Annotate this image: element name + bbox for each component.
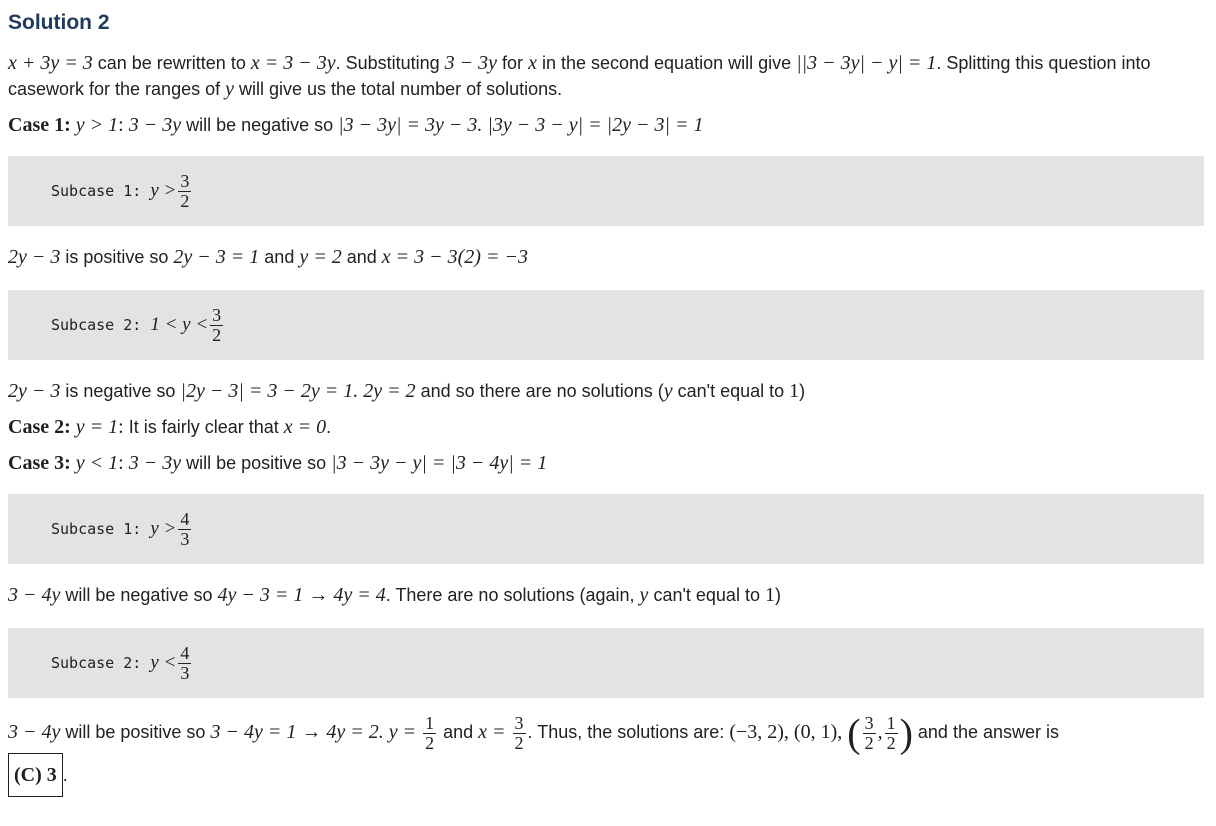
- case-2-line: [8, 414, 1204, 440]
- text: can be rewritten to: [92, 53, 251, 73]
- math: x = 3 − 3y: [250, 52, 336, 74]
- fraction: [885, 714, 898, 753]
- math: |3 − 3y| = 3y − 3. |3y − 3 − y| = |2y − 3| = 1: [338, 114, 704, 136]
- math: :: [118, 416, 124, 438]
- math: 3 − 4y: [8, 584, 61, 606]
- text: will be positive so: [60, 722, 211, 742]
- subcase-label: Subcase 2:: [51, 316, 142, 334]
- math: :: [118, 452, 124, 474]
- subcase-3-result: [8, 582, 1204, 608]
- math: 1: [764, 584, 775, 606]
- subcase-1-result: [8, 244, 1204, 270]
- denominator: 2: [886, 732, 896, 753]
- math: 2y − 3: [8, 380, 61, 402]
- math: :: [118, 114, 124, 136]
- numerator: 3: [212, 304, 222, 325]
- text: in the second equation will give: [536, 53, 797, 73]
- math: x + 3y = 3: [8, 52, 93, 74]
- fraction: [423, 714, 436, 753]
- denominator: 3: [180, 662, 190, 683]
- text: and the answer is: [912, 722, 1059, 742]
- fraction: [863, 714, 876, 753]
- subcase-2-result: [8, 378, 1204, 404]
- text: and: [438, 722, 479, 742]
- text: . There are no solutions (again,: [385, 585, 640, 605]
- text: is negative so: [60, 381, 181, 401]
- math: y: [639, 584, 649, 606]
- denominator: 3: [180, 528, 190, 549]
- denominator: 2: [212, 324, 222, 345]
- case-3-line: [8, 450, 1204, 476]
- math: 3 − 3y: [123, 114, 182, 136]
- text: . Thus, the solutions are:: [527, 722, 730, 742]
- answer-box: (C) 3: [8, 753, 63, 797]
- math: 1 < y <: [150, 314, 209, 335]
- math: 2y − 3: [8, 246, 61, 268]
- math: |3 − 3y − y| = |3 − 4y| = 1: [331, 452, 548, 474]
- subcase-box: [8, 156, 1204, 226]
- text: will be negative so: [181, 115, 339, 135]
- text: for: [497, 53, 529, 73]
- subcase-box: [8, 494, 1204, 564]
- intro-paragraph: [8, 50, 1204, 102]
- math: ,: [877, 721, 883, 743]
- case-label: Case 1:: [8, 114, 71, 136]
- numerator: 4: [180, 508, 190, 529]
- math: 4y − 3 = 1 → 4y = 4: [217, 584, 386, 606]
- solution-content: [8, 8, 1204, 797]
- math: x =: [478, 721, 506, 743]
- fraction: [178, 644, 191, 683]
- numerator: 1: [886, 712, 896, 733]
- text: It is fairly clear that: [123, 417, 284, 437]
- math: y = 1: [70, 416, 119, 438]
- final-result: [8, 712, 1204, 797]
- denominator: 2: [864, 732, 874, 753]
- math: x: [528, 52, 537, 74]
- text: can't equal to: [648, 585, 765, 605]
- right-paren: ): [899, 710, 913, 756]
- subcase-label: Subcase 1:: [51, 182, 142, 200]
- math: y > 1: [70, 114, 119, 136]
- case-1-line: [8, 112, 1204, 138]
- text: .: [326, 417, 332, 437]
- denominator: 2: [425, 732, 435, 753]
- math: 3 − 4y: [8, 721, 61, 743]
- math: y >: [150, 180, 177, 201]
- numerator: 4: [180, 642, 190, 663]
- numerator: 1: [425, 712, 435, 733]
- text: and: [259, 247, 300, 267]
- text: can't equal to: [672, 381, 790, 401]
- subcase-box: [8, 628, 1204, 698]
- math: 3 − 3y: [123, 452, 182, 474]
- case-label: Case 2:: [8, 416, 71, 438]
- fraction: [513, 714, 526, 753]
- math: y: [663, 380, 673, 402]
- section-heading: Solution 2: [8, 11, 110, 34]
- fraction: [178, 510, 191, 549]
- text: and so there are no solutions (: [415, 381, 664, 401]
- math: y = 2: [299, 246, 342, 268]
- fraction: [178, 172, 191, 211]
- text: will be positive so: [181, 453, 332, 473]
- text: and: [341, 247, 382, 267]
- math: 3 − 4y = 1 → 4y = 2. y =: [210, 721, 417, 743]
- numerator: 3: [514, 712, 524, 733]
- text: is positive so: [60, 247, 174, 267]
- text: will give us the total number of solutions.: [234, 79, 563, 99]
- text: . Splitting this question into casework for the ranges of: [8, 53, 1151, 99]
- denominator: 2: [514, 732, 524, 753]
- math: y <: [150, 652, 177, 673]
- math: |2y − 3| = 3 − 2y = 1. 2y = 2: [180, 380, 416, 402]
- subcase-label: Subcase 2:: [51, 654, 142, 672]
- math: y >: [150, 518, 177, 539]
- subcase-label: Subcase 1:: [51, 520, 142, 538]
- math: ||3 − 3y| − y| = 1: [796, 52, 937, 74]
- subcase-box: [8, 290, 1204, 360]
- numerator: 3: [864, 712, 874, 733]
- math: (−3, 2), (0, 1),: [729, 721, 843, 743]
- left-paren: (: [847, 710, 861, 756]
- math: x = 3 − 3(2) = −3: [381, 246, 528, 268]
- math: 3 − 3y: [444, 52, 498, 74]
- math: 2y − 3 = 1: [173, 246, 260, 268]
- text: . Substituting: [335, 53, 445, 73]
- text: ): [799, 381, 806, 401]
- text: will be negative so: [60, 585, 218, 605]
- math: y < 1: [70, 452, 119, 474]
- text: ): [774, 585, 781, 605]
- fraction: [210, 306, 223, 345]
- math: 1: [789, 380, 800, 402]
- math: x = 0: [283, 416, 327, 438]
- numerator: 3: [180, 170, 190, 191]
- case-label: Case 3:: [8, 452, 71, 474]
- math: y: [225, 78, 234, 100]
- denominator: 2: [180, 190, 190, 211]
- text: .: [62, 765, 68, 786]
